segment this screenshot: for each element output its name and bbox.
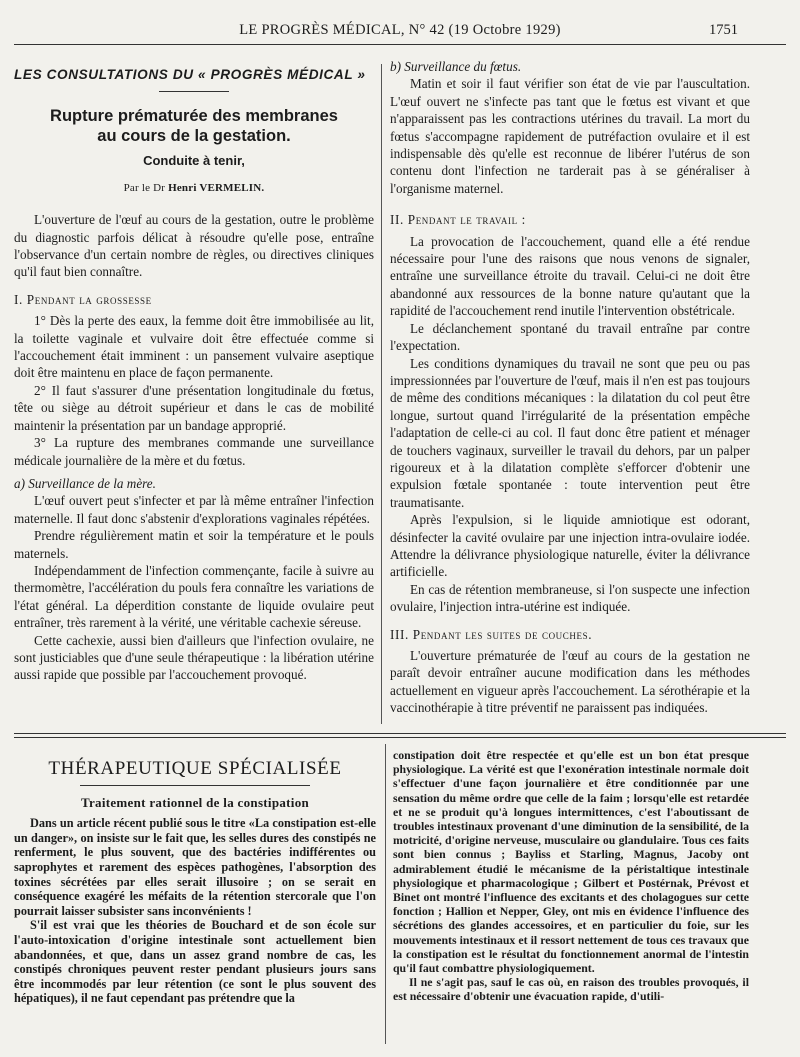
paragraph: Indépendamment de l'infection commençante, facile à suivre au thermomètre, l'accélération du pouls fera connaître les variations de l'état général. La déperdition constante de liquide ovulaire peut entraîner, très rarement à la vérité, une véritable cachexie séreuse.: [14, 562, 374, 631]
subheading-b: b) Surveillance du fœtus.: [390, 59, 522, 74]
paragraph: 1° Dès la perte des eaux, la femme doit être immobilisée au lit, la toilette vaginale et vulvaire doit être effectuée comme si l'accouchement était imminent : un pansement vulvaire aseptique doit être maintenu en place de façon permanente.: [14, 313, 374, 381]
article-title: [14, 106, 374, 146]
intro-paragraph: L'ouverture de l'œuf au cours de la gestation, outre le problème du diagnostic parfois délicat à résoudre qu'elle pose, entraîne l'observance d'un certain nombre de règles, ou directives cliniques qu'il faut bien connaître.: [14, 212, 374, 280]
subheading-a: a) Surveillance de la mère.: [14, 475, 156, 491]
byline-prefix: Par le Dr: [123, 181, 166, 194]
section-title-rule: [80, 785, 310, 786]
header-rule: [14, 44, 786, 45]
bottom-left-column: [14, 748, 376, 1006]
article-subtitle: Conduite à tenir,: [143, 153, 245, 169]
paragraph: Dans un article récent publié sous le titre «La constipation est-elle un danger», on insiste sur le fait que, les selles dures des constipés ne renferment, le plus souvent, que des bactéries indifférentes ou saprophytes et rarement des espèces pathogènes, l'absorption des toxines sécrétées par elles serait illusoire ; on se serait en conséquence exagéré les méfaits de la rétention stercorale que l'on pourrait laisser subsister sans inconvénients !: [14, 816, 376, 918]
article-title-line1: Rupture prématurée des membranes: [50, 107, 338, 126]
article-title-line2: au cours de la gestation.: [97, 127, 291, 146]
separator-rule: [14, 733, 786, 734]
paragraph: L'œuf ouvert peut s'infecter et par là même entraîner l'infection maternelle. Il faut donc s'abstenir d'explorations vaginales répétées.: [14, 493, 374, 526]
paragraph: Prendre régulièrement matin et soir la température et le pouls maternels.: [14, 528, 374, 561]
paragraph: Il ne s'agit pas, sauf le cas où, en raison des troubles provoqués, il est nécessaire d'obtenir une évacuation rapide, d'utili-: [393, 975, 749, 1004]
byline: [14, 180, 374, 197]
page-number: 1751: [709, 22, 738, 38]
paragraph: En cas de rétention membraneuse, si l'on suspecte une infection ovulaire, l'injection intra-utérine est indiquée.: [390, 581, 750, 615]
paragraph: Matin et soir il faut vérifier son état de vie par l'auscultation. L'œuf ouvert ne s'infecte pas tant que le fœtus est vivant et que n'apparaissent pas les contractions utérines du travail. La mort du fœtus s'accompagne rapidement de putréfaction ovulaire et il est indispensable dès qu'elle est reconnue de libérer l'utérus de son contenu dont l'infection ne tarderait pas à se généraliser à l'organisme maternel.: [390, 76, 750, 196]
section-banner: LES CONSULTATIONS DU « PROGRÈS MÉDICAL »: [14, 67, 366, 82]
article-title: Traitement rationnel de la constipation: [80, 794, 310, 810]
bottom-right-column: [393, 748, 749, 1004]
separator-rule: [14, 737, 786, 738]
column-divider: [381, 64, 382, 724]
banner-rule: [159, 91, 229, 92]
journal-title: LE PROGRÈS MÉDICAL, N° 42 (19 Octobre 1929): [239, 22, 561, 38]
section-heading-3: III. Pendant les suites de couches.: [390, 626, 593, 642]
paragraph: 3° La rupture des membranes commande une surveillance médicale journalière de la mère et du fœtus.: [14, 435, 374, 468]
paragraph: Cette cachexie, aussi bien d'ailleurs que l'infection ovulaire, ne sont justiciables que d'une seule thérapeutique : la libération utérine aussi rapide que possible par l'accouchement provoqué.: [14, 632, 374, 683]
paragraph: Après l'expulsion, si le liquide amniotique est odorant, désinfecter la cavité ovulaire par une injection intra-ovulaire iodée. Attendre la délivrance physiologique naturelle, éviter la délivrance artificielle.: [390, 512, 750, 580]
top-left-column: [14, 66, 374, 684]
section-heading-2: II. Pendant le travail :: [390, 212, 526, 228]
section-heading-1: I. Pendant la grossesse: [14, 291, 152, 307]
author-name: Henri VERMELIN.: [168, 181, 265, 194]
column-divider: [385, 744, 386, 1044]
paragraph: constipation doit être respectée et qu'elle est un bon état presque physiologique. La vérité est que l'exonération intestinale normale doit s'effectuer d'une façon journalière et être conditionnée par une sensation du même ordre que celle de la faim ; lorsqu'elle est retardée et ne se produit qu'à longues intermittences, c'est l'aboutissant de troubles intestinaux provenant d'une diminution de la sensibilité, de la motricité, d'origine nerveuse, musculaire ou glandulaire. Tous ces faits sont bien connus ; Bayliss et Starling, Magnus, Jacoby ont admirablement étudié le mécanisme de la péristaltique intestinale physiologique et pharmacologique ; Gilbert et Postérnak, Prévost et Binet ont montré l'influence des excitants et des cholagogues sur cette fonction ; Hallion et Nepper, Gley, ont mis en évidence l'influence des sécrétions des glandes accessoires, et en particulier du foie, sur les mouvements intestinaux et il ressort nettement de tous ces travaux que la constipation est le résultat du fonctionnement anormal de l'intestin qu'il faut combattre physiologiquement.: [393, 748, 749, 976]
top-right-column: [390, 58, 750, 717]
section-title: THÉRAPEUTIQUE SPÉCIALISÉE: [48, 758, 342, 779]
paragraph: 2° Il faut s'assurer d'une présentation longitudinale du fœtus, tête ou siège au détroit supérieur et dans le cas de mobilité maintenir la présentation par un bandage approprié.: [14, 382, 374, 433]
running-header: [0, 22, 800, 42]
paragraph: La provocation de l'accouchement, quand elle a été rendue nécessaire pour l'une des raisons que nous venons de signaler, entraîne une surveillance étroite du travail. Celui-ci ne doit être abandonné aux ressources de la bonne nature qu'autant que la rapidité de l'accouchement rend inutile l'intervention obstétricale.: [390, 233, 750, 319]
paragraph: S'il est vrai que les théories de Bouchard et de son école sur l'auto-intoxication d'origine intestinale sont actuellement bien abandonnées, et que, dans un assez grand nombre de cas, les constipés chroniques peuvent rester pendant plusieurs jours sans être incommodés par leur rétention (ce sont le plus souvent des hépatiques), il ne faut cependant pas prétendre que la: [14, 918, 376, 1006]
paragraph: L'ouverture prématurée de l'œuf au cours de la gestation ne paraît devoir entraîner aucune modification dans les méthodes actuellement en vigueur après l'accouchement. La sérothérapie et la vaccinothérapie à titre préventif ne paraissent pas indiquées.: [390, 648, 750, 716]
paragraph: Les conditions dynamiques du travail ne sont que peu ou pas impressionnées par l'ouverture de l'œuf, mais il n'en est pas toujours de même des conditions mécaniques : la dilatation du col peut être longue, surtout quand l'irrégularité de la présentation empêche l'adaptation de celle-ci au col. Il faut donc être patient et ménager de touchers vaginaux, surveiller le travail du dehors, par un palper rigoureux et à la dilatation complète s'efforcer d'obtenir une expulsion fœtale spontanée : toute intervention peut être traumatisante.: [390, 355, 750, 510]
paragraph: Le déclanchement spontané du travail entraîne par contre l'expectation.: [390, 320, 750, 354]
